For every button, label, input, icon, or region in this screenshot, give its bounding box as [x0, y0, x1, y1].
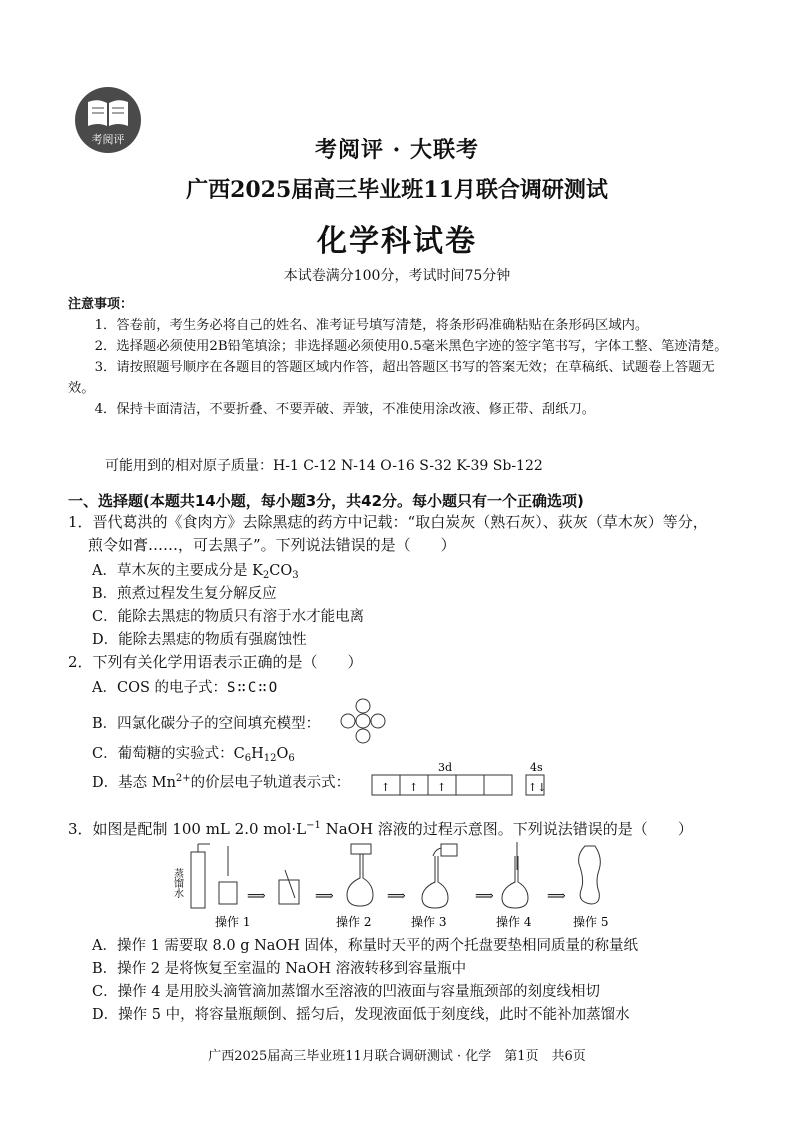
- operation-label: 操作 3: [411, 915, 447, 929]
- question-1: [68, 511, 708, 557]
- svg-text:↑: ↑: [381, 781, 391, 794]
- notes-section: [68, 294, 728, 420]
- q1-option-d: D．能除去黑痣的物质有强腐蚀性: [92, 632, 307, 648]
- ccl4-space-filling-model: [340, 698, 386, 744]
- q3-procedure-figure: [171, 840, 635, 932]
- exam-title: 广西2025届高三毕业班11月联合调研测试: [186, 177, 608, 203]
- operation-label: 操作 1: [215, 915, 251, 929]
- note-item: 2．选择题必须使用2B铅笔填涂；非选择题必须使用0.5毫米黑色字迹的签字笔书写，字体工整、笔迹清楚。: [94, 339, 728, 354]
- q3-option-d: D．操作 5 中，将容量瓶颠倒、摇匀后，发现液面低于刻度线，此时不能补加蒸馏水: [92, 1007, 630, 1023]
- q1-option-b: B．煎煮过程发生复分解反应: [92, 586, 277, 602]
- svg-text:↑↓: ↑↓: [528, 781, 547, 794]
- svg-text:⟹: ⟹: [387, 889, 406, 904]
- question-3-stem: 3．如图是配制 100 mL 2.0 $mol\cdot L^{-1}$ NaOH 溶液的过程示意图。下列说法错误的是（ ）: [68, 820, 693, 838]
- q3-option-b: B．操作 2 是将恢复至室温的 NaOH 溶液转移到容量瓶中: [92, 961, 467, 977]
- note-item: 1．答卷前，考生务必将自己的姓名、准考证号填写清楚，将条形码准确粘贴在条形码区域内。: [94, 318, 649, 333]
- cos-electron-formula: S∷C∷O: [227, 680, 280, 696]
- note-item: 4．保持卡面清洁，不要折叠、不要弄破、弄皱，不准使用涂改液、修正带、刮纸刀。: [94, 402, 596, 417]
- orbital-4s-label: 4s: [530, 761, 543, 774]
- page-footer: 广西2025届高三毕业班11月联合调研测试 · 化学 第1页 共6页: [208, 1049, 586, 1064]
- exam-info: 本试卷满分100分，考试时间75分钟: [283, 268, 511, 284]
- q1-option-a: A．草木灰的主要成分是 $K_2CO_3$: [92, 563, 299, 581]
- svg-text:↑: ↑: [409, 781, 419, 794]
- atomic-mass-line: 可能用到的相对原子质量：H-1 C-12 N-14 O-16 S-32 K-39 Sb-122: [105, 458, 543, 474]
- subject-title: 化学科试卷: [317, 224, 477, 259]
- operation-label: 操作 4: [496, 915, 532, 929]
- question-1-stem: 1．晋代葛洪的《食肉方》去除黑痣的药方中记载：“取白炭灰（熟石灰）、荻灰（草木灰）等分，煎令如膏……，可去黑子”。下列说法错误的是（ ）: [68, 513, 708, 554]
- operation-label: 操作 5: [573, 915, 609, 929]
- svg-text:⟹: ⟹: [475, 889, 494, 904]
- svg-text:↑: ↑: [437, 781, 447, 794]
- svg-text:⟹: ⟹: [547, 889, 566, 904]
- orbital-3d-label: 3d: [438, 761, 453, 774]
- q3-option-c: C．操作 4 是用胶头滴管滴加蒸馏水至溶液的凹液面与容量瓶颈部的刻度线相切: [92, 984, 601, 1000]
- q3-option-a: A．操作 1 需要取 8.0 g NaOH 固体，称量时天平的两个托盘要垫相同质量的称量纸: [92, 938, 639, 954]
- section-heading: 一、选择题(本题共14小题，每小题3分，共42分。每小题只有一个正确选项): [68, 492, 584, 510]
- q2-option-c: C．葡萄糖的实验式：$C_6H_{12}O_6$: [92, 746, 295, 764]
- mn-orbital-diagram: [370, 760, 545, 800]
- question-2: [68, 651, 708, 674]
- q2-option-b: B．四氯化碳分子的空间填充模型：: [92, 716, 321, 732]
- notes-title: 注意事项：: [68, 297, 134, 312]
- svg-text:⟹: ⟹: [315, 889, 334, 904]
- q2-option-d: D．基态 $Mn^{2+}$的价层电子轨道表示式：: [92, 773, 351, 791]
- q2-option-a: A．COS 的电子式：S∷C∷O: [92, 680, 280, 696]
- note-item: 3．请按照题号顺序在各题目的答题区域内作答，超出答题区书写的答案无效；在草稿纸、试题卷上答题无效。: [68, 360, 715, 396]
- question-3: [68, 814, 708, 841]
- q1-option-c: C．能除去黑痣的物质只有溶于水才能电离: [92, 609, 365, 625]
- logo-text: 考阅评: [91, 133, 125, 146]
- question-2-stem: 2．下列有关化学用语表示正确的是（ ）: [68, 653, 363, 671]
- svg-text:⟹: ⟹: [247, 889, 266, 904]
- distilled-water-label: 蒸馏水: [171, 868, 183, 898]
- exam-series-title: 考阅评 · 大联考: [315, 137, 479, 163]
- operation-label: 操作 2: [336, 915, 372, 929]
